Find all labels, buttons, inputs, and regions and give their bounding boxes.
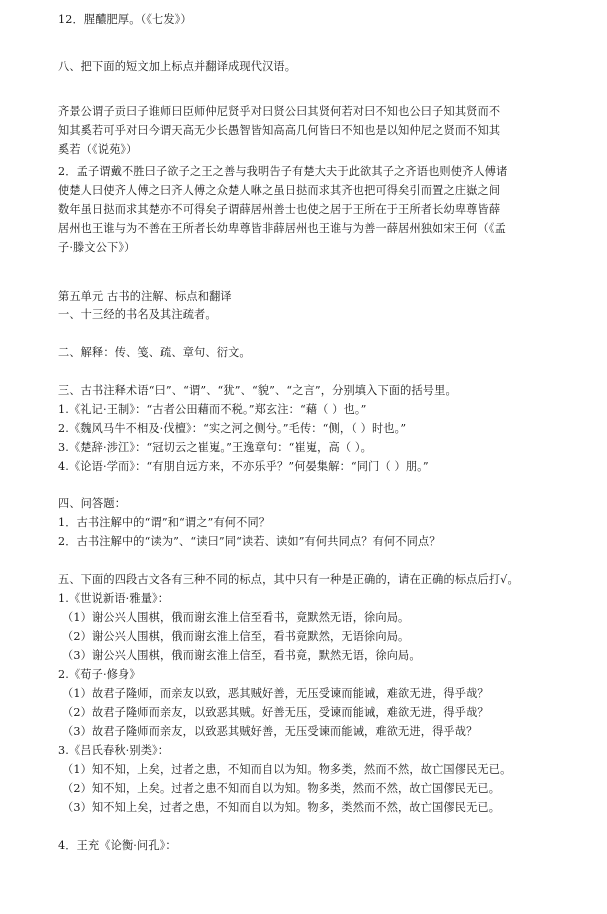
section-8-heading: 八、把下面的短文加上标点并翻译成现代汉语。 — [58, 60, 297, 73]
passage-2-line-4: 居州也王谁与为不善在王所者长幼卑尊皆非薛居州也王谁与为善一薛居州独如宋王何（《孟 — [58, 222, 506, 235]
q3-item-3: 3.《楚辞·涉江》：“冠切云之崔嵬。”王逸章句：“崔嵬，高（ ）。 — [58, 441, 372, 454]
q5-1-option-2: （2）谢公兴人围棋，俄而谢玄淮上信至，看书竟默然，无语徐向局。 — [62, 630, 410, 643]
q5-3-option-1: （1）知不知，上矣，过者之患，不知而自以为知。物多类，然而不然，故亡国僇民无已。 — [62, 763, 512, 776]
q3-item-2: 2.《魏风马牛不相及·伐檀》：“实之河之侧兮。”毛传：“侧，（ ）时也。” — [58, 422, 407, 435]
passage-1-line-2: 知其奚若可乎对曰今谓天高无少长愚智皆知高高几何皆曰不知也是以知仲尼之贤而不知其 — [58, 124, 501, 137]
q5-1-option-1: （1）谢公兴人围棋，俄而谢玄淮上信至看书，竟默然无语，徐向局。 — [62, 611, 410, 624]
passage-1-line-1: 齐景公谓子贡曰子谁师曰臣师仲尼贤乎对曰贤公曰其贤何若对曰不知也公曰子知其贤而不 — [58, 105, 501, 118]
unit-5-question-1: 一、十三经的书名及其注疏者。 — [58, 308, 217, 321]
q5-1-option-3: （3）谢公兴人围棋，俄而谢玄淮上信至，看书竟，默然无语，徐向局。 — [62, 649, 421, 662]
unit-5-title: 第五单元 古书的注解、标点和翻译 — [58, 290, 232, 303]
q4-item-2: 2．古书注解中的“读为”、“读曰”同“读若、读如”有何共同点？有何不同点？ — [58, 535, 441, 548]
q3-item-4: 4.《论语·学而》：“有朋自远方来，不亦乐乎？”何晏集解：“同门（ ）朋。” — [58, 460, 429, 473]
passage-2-line-3: 数年虽日挞而求其楚亦不可得矣子谓薛居州善士也使之居于王所在于王所者长幼卑尊皆薛 — [58, 203, 501, 216]
q3-item-1: 1.《礼记·王制》：“古者公田藉而不税。”郑玄注：“藉（ ）也。” — [58, 403, 367, 416]
unit-5-question-3: 三、古书注释术语“曰”、“谓”、“犹”、“貌”、“之言”，分别填入下面的括号里。 — [58, 384, 457, 397]
q5-3-option-2: （2）知不知，上矣。过者之患不知而自以为知。物多类，然而不然，故亡国僇民无已。 — [62, 782, 501, 795]
q5-2-option-1: （1）故君子隆师，而亲友以致，恶其贼好善，无压受谏而能诫，难欲无进，得乎哉？ — [62, 687, 489, 700]
q5-2-option-3: （3）故君子隆师而亲友，以致恶其贼好善，无压受谏而能诫，难欲无进，得乎哉？ — [62, 725, 478, 738]
q5-source-3: 3.《吕氏春秋·别类》： — [58, 744, 170, 757]
unit-5-question-2: 二、解释：传、笺、疏、章句、衍文。 — [58, 346, 251, 359]
item-12-qifa: 12．腥醲肥厚。（《七发》） — [58, 13, 192, 26]
unit-5-question-5: 五、下面的四段古文各有三种不同的标点，其中只有一种是正确的，请在正确的标点后打√。 — [58, 573, 519, 586]
passage-1-line-3: 奚若（《说苑》） — [58, 143, 138, 156]
q5-source-2: 2.《荀子·修身》 — [58, 668, 141, 681]
q5-source-1: 1.《世说新语·雅量》： — [58, 592, 170, 605]
q5-source-4: 4．王充《论衡·问孔》： — [58, 839, 177, 852]
passage-2-line-2: 使楚人曰使齐人傅之曰齐人傅之众楚人咻之虽日挞而求其齐也把可得矣引而置之庄嶽之间 — [58, 184, 501, 197]
unit-5-question-4: 四、问答题： — [58, 497, 127, 510]
q5-3-option-3: （3）知不知上矣，过者之患，不知而自以为知。物多，类然而不然，故亡国僇民无已。 — [62, 801, 501, 814]
passage-2-line-5: 子·滕文公下》） — [58, 241, 136, 254]
q5-2-option-2: （2）故君子隆师而亲友，以致恶其贼。好善无压，受谏而能诫，难欲无进，得乎哉？ — [62, 706, 489, 719]
q4-item-1: 1．古书注解中的“谓”和“谓之”有何不同？ — [58, 516, 271, 529]
passage-2-line-1: 2．孟子谓戴不胜曰子欲子之王之善与我明告子有楚大夫于此欲其子之齐语也则使齐人傅诸 — [58, 165, 508, 178]
